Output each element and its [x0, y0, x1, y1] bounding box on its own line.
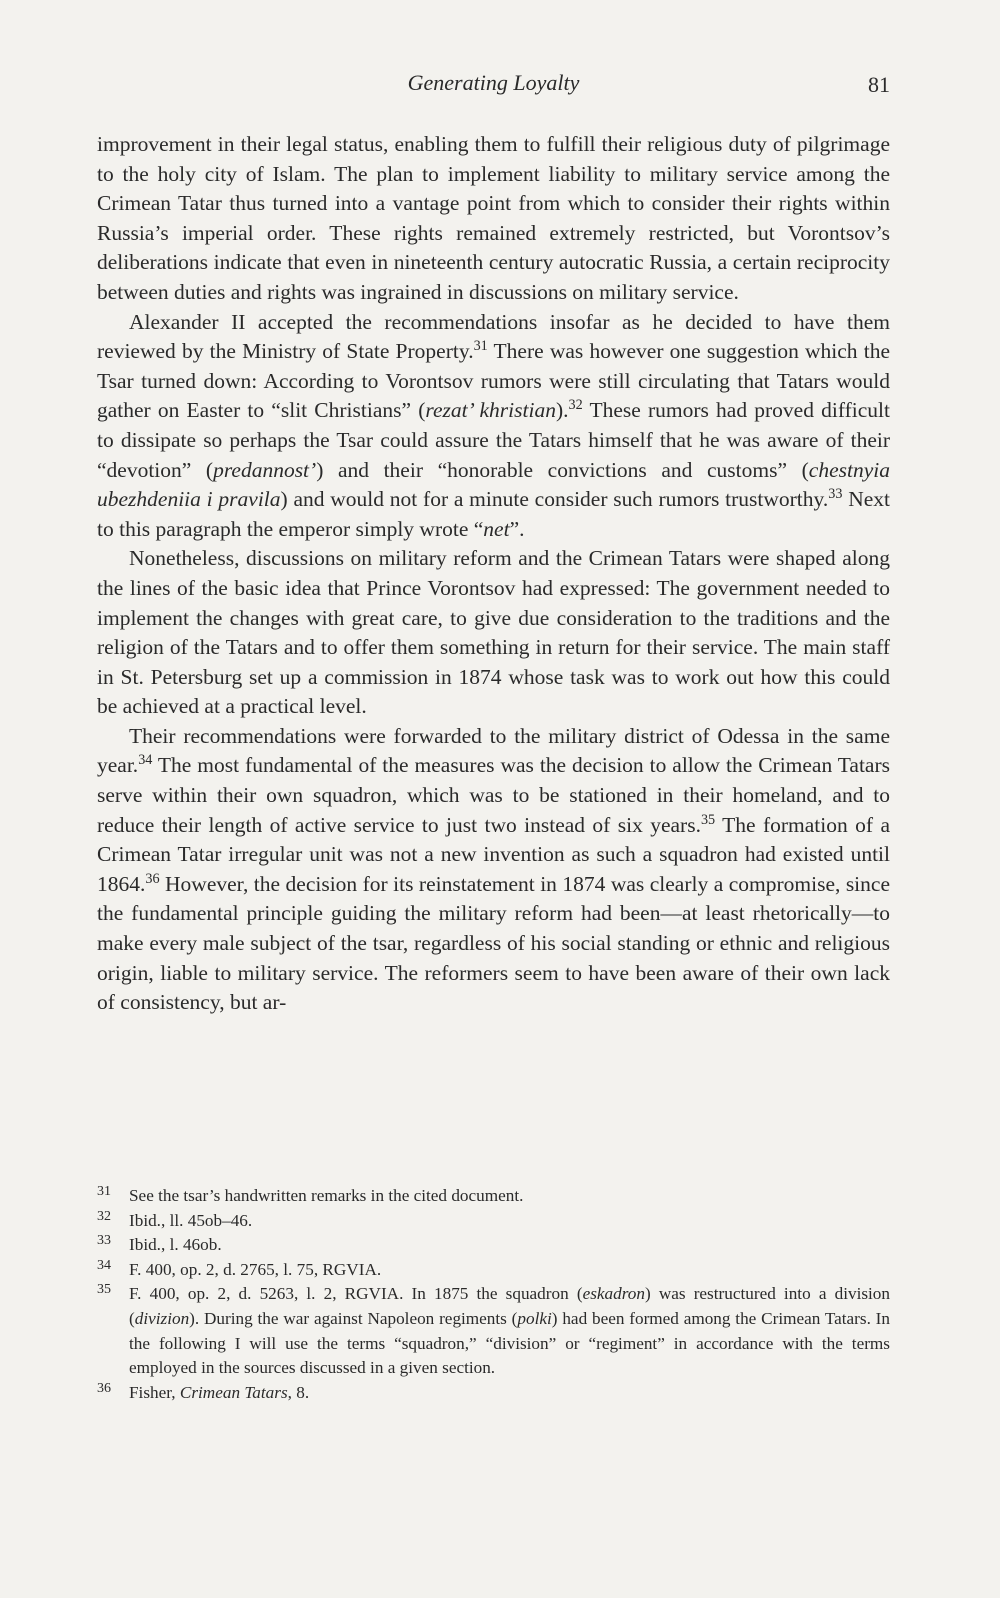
footnote-ref-31: 31: [473, 338, 488, 355]
footnote-text: Ibid., l. 46ob.: [129, 1235, 222, 1255]
footnote-ref-36: 36: [145, 871, 160, 888]
footnote-text: See the tsar’s handwritten remarks in the cited document.: [129, 1186, 524, 1205]
footnote-35: [97, 1282, 890, 1380]
footnote-36: [97, 1381, 890, 1406]
footnote-ref-35: 35: [700, 811, 716, 828]
text-span: The formation of a Crimean Tatar irregular unit was not a new invention as such a squadron had existed until 1864.: [97, 812, 890, 896]
italic-term: rezat’ khristian: [425, 398, 556, 423]
text-span: Next to this paragraph the emperor simply wrote “: [97, 487, 890, 541]
italic-term: divizion: [134, 1308, 190, 1328]
text-span: ). During the war against Napoleon regiments (: [189, 1308, 518, 1328]
text-span: ) and their “honorable convictions and customs” (: [316, 457, 809, 482]
footnote-ref-32: 32: [568, 397, 583, 414]
running-title: Generating Loyalty: [407, 70, 580, 95]
text-span: Alexander II accepted the recommendations insofar as he decided to have them reviewed by the Ministry of State Property.: [97, 309, 890, 364]
italic-term: chestnyia ubezhdeniia i pravila: [97, 457, 890, 512]
text-span: These rumors had proved difficult to dissipate so perhaps the Tsar could assure the Tatars himself that he was aware of their “devotion” (: [97, 398, 890, 482]
footnote-text: F. 400, op. 2, d. 2765, l. 75, RGVIA.: [129, 1259, 382, 1279]
italic-term: predannost’: [213, 457, 317, 482]
paragraph-3: Nonetheless, discussions on military reform and the Crimean Tatars were shaped along the lines of the basic idea that Prince Vorontsov had expressed: The government needed to implement the changes with great care, to give due consideration to the traditions and the religion of the Tatars and to offer them something in return for their service. The main staff in St. Petersburg set up a commission in 1874 whose task was to work out how this could be achieved at a practical level.: [97, 546, 890, 719]
footnote-number: 35: [97, 1282, 111, 1298]
text-span: ) and would not for a minute consider such rumors trustworthy.: [280, 487, 829, 512]
paragraph-2: [97, 308, 890, 545]
footnote-text: [129, 1383, 309, 1402]
text-span: ).: [555, 398, 569, 423]
italic-term: net: [483, 516, 510, 541]
footnotes: [97, 1184, 890, 1405]
footnote-text: [129, 1284, 890, 1377]
text-span: F. 400, op. 2, d. 5263, l. 2, RGVIA. In 1875 the squadron (: [129, 1284, 583, 1304]
text-span: Their recommendations were forwarded to the military district of Odessa in the same year.: [97, 723, 890, 778]
text-span: However, the decision for its reinstatement in 1874 was clearly a compromise, since the fundamental principle guiding the military reform had been—at least rhetorically—to make every male subject of the tsar, regardless of his social standing or ethnic and religious origin, liable to military service. The reformers seem to have been aware of their own lack of consistency, but ar-: [97, 871, 890, 1015]
paragraph-4: [97, 722, 890, 1018]
text-span: There was however one suggestion which the Tsar turned down: According to Vorontsov rumors were still circulating that Tatars would gather on Easter to “slit Christians” (: [97, 339, 890, 423]
italic-term: eskadron: [582, 1284, 645, 1304]
main-text: [97, 130, 890, 1018]
text-span: ) had been formed among the Crimean Tatars. In the following I will use the terms “squadron,” “division” or “regiment” in accordance with the terms employed in the sources discussed in a given section.: [129, 1308, 891, 1378]
footnote-number: 34: [97, 1257, 111, 1273]
italic-term: polki: [517, 1308, 552, 1328]
footnote-ref-34: 34: [138, 752, 153, 769]
paragraph-1: improvement in their legal status, enabling them to fulfill their religious duty of pilgrimage to the holy city of Islam. The plan to implement liability to military service among the Crimean Tatar thus turned into a vantage point from which to consider their rights within Russia’s imperial order. These rights remained extremely restricted, but Vorontsov’s deliberations indicate that even in nineteenth century autocratic Russia, a certain reciprocity between duties and rights was ingrained in discussions on military service.: [97, 132, 890, 304]
text-span: ) was restructured into a division (: [129, 1284, 890, 1328]
text-span: The most fundamental of the measures was the decision to allow the Crimean Tatars serve within their own squadron, which was to be stationed in their homeland, and to reduce their length of active service to just two instead of six years.: [97, 753, 890, 837]
footnote-33: [97, 1233, 890, 1258]
page-header: [97, 66, 890, 106]
text-span: , 8.: [287, 1382, 310, 1402]
footnote-number: 32: [97, 1208, 111, 1224]
footnote-32: [97, 1209, 890, 1234]
footnote-34: [97, 1258, 890, 1283]
footnote-31: [97, 1184, 890, 1209]
footnote-number: 33: [97, 1233, 111, 1249]
italic-term: Crimean Tatars: [179, 1382, 288, 1402]
footnote-text: Ibid., ll. 45ob–46.: [129, 1210, 253, 1230]
text-span: ”.: [509, 516, 525, 541]
footnote-number: 36: [97, 1380, 111, 1396]
page-number: 81: [868, 72, 890, 97]
text-span: Fisher,: [129, 1382, 180, 1402]
footnote-ref-33: 33: [828, 486, 843, 503]
footnote-number: 31: [97, 1184, 111, 1199]
